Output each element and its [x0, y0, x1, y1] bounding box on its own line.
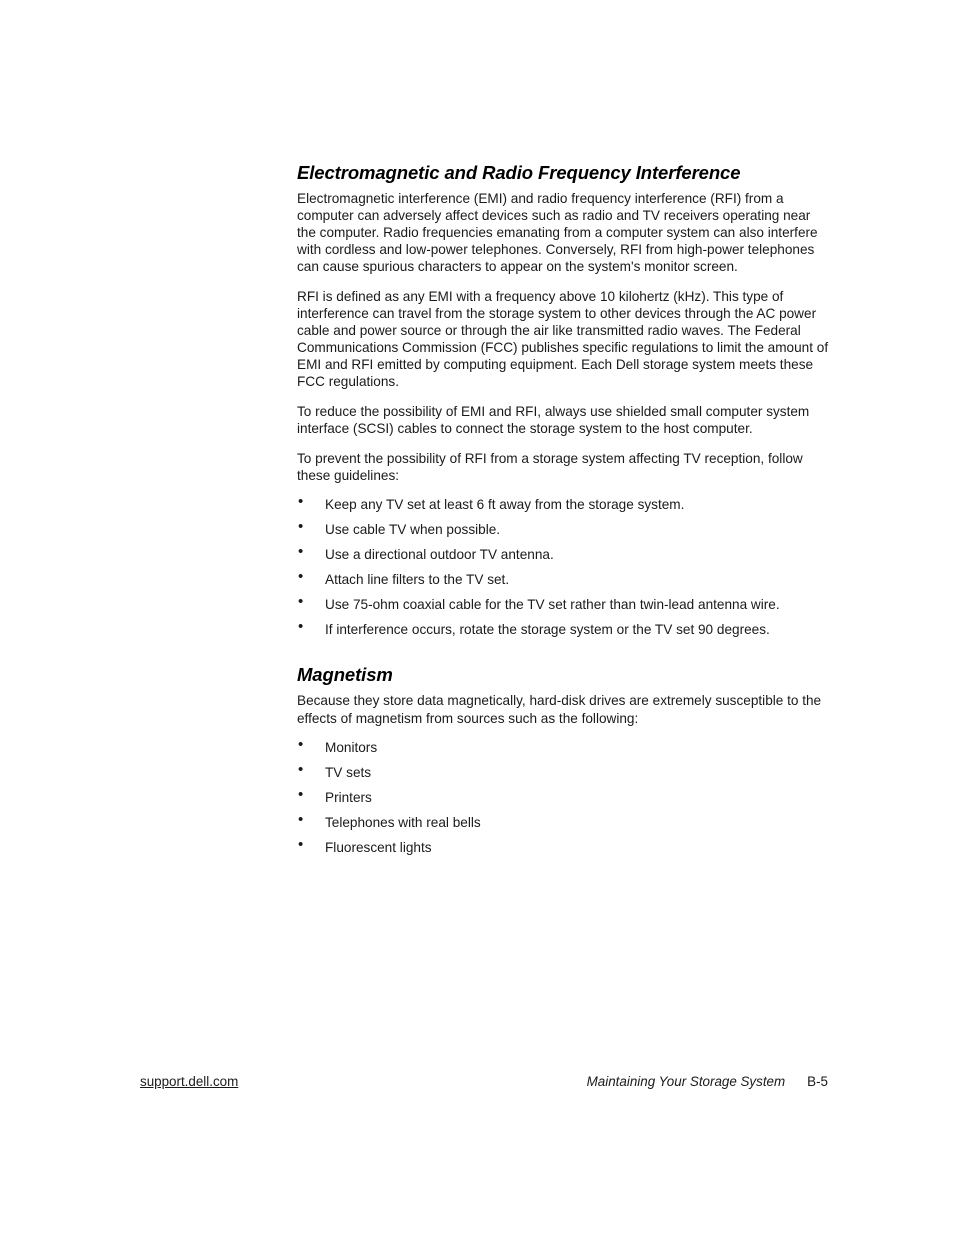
footer-page-info — [587, 1074, 828, 1089]
list-item-text: If interference occurs, rotate the storage system or the TV set 90 degrees. — [325, 622, 770, 638]
bullet-icon: • — [298, 736, 304, 754]
list-item — [297, 836, 831, 856]
bullet-icon: • — [298, 518, 304, 536]
list-item — [297, 518, 831, 538]
bullet-icon: • — [298, 568, 304, 586]
list-item — [297, 568, 831, 588]
section-heading-magnetism: Magnetism — [297, 664, 393, 686]
section-heading-emi: Electromagnetic and Radio Frequency Interference — [297, 162, 741, 183]
footer-document-title: Maintaining Your Storage System — [586, 1074, 786, 1089]
list-item-text: Monitors — [325, 740, 378, 756]
footer-support-link[interactable]: support.dell.com — [140, 1074, 239, 1089]
bullet-icon: • — [298, 811, 304, 829]
bullet-icon: • — [298, 493, 304, 511]
page-content — [297, 162, 831, 864]
list-item — [297, 786, 831, 806]
list-item-text: TV sets — [325, 765, 372, 781]
list-item — [297, 543, 831, 563]
list-item-text: Attach line filters to the TV set. — [325, 572, 510, 588]
paragraph: Because they store data magnetically, hard-disk drives are extremely susceptible to the effects of magnetism from sources such as the following: — [297, 693, 822, 726]
bullet-icon: • — [298, 836, 304, 854]
paragraph: Electromagnetic interference (EMI) and radio frequency interference (RFI) from a computer can adversely affect devices such as radio and TV receivers operating near the computer. Radio frequencies emanating from a computer system can also interfere with cordless and low-power telephones. Conversely, RFI from high-power telephones can cause spurious characters to appear on the system's monitor screen. — [297, 191, 818, 275]
guidelines-list — [297, 493, 831, 638]
list-item — [297, 593, 831, 613]
bullet-icon: • — [298, 543, 304, 561]
paragraph: To prevent the possibility of RFI from a storage system affecting TV reception, follow these guidelines: — [297, 450, 803, 483]
bullet-icon: • — [298, 593, 304, 611]
list-item — [297, 493, 831, 513]
list-item — [297, 811, 831, 831]
list-item-text: Telephones with real bells — [325, 815, 481, 831]
paragraph: RFI is defined as any EMI with a frequency above 10 kilohertz (kHz). This type of interference can travel from the storage system to other devices through the AC power cable and power source or through the air like transmitted radio waves. The Federal Communications Commission (FCC) publishes specific regulations to limit the amount of EMI and RFI emitted by computing equipment. Each Dell storage system meets these FCC regulations. — [297, 288, 829, 390]
list-item-text: Keep any TV set at least 6 ft away from the storage system. — [325, 497, 685, 513]
list-item-text: Use cable TV when possible. — [325, 522, 501, 538]
bullet-icon: • — [298, 618, 304, 636]
list-item-text: Printers — [325, 790, 372, 806]
list-item-text: Use a directional outdoor TV antenna. — [325, 547, 554, 563]
list-item-text: Use 75-ohm coaxial cable for the TV set rather than twin-lead antenna wire. — [325, 597, 780, 613]
list-item — [297, 618, 831, 638]
paragraph: To reduce the possibility of EMI and RFI, always use shielded small computer system interface (SCSI) cables to connect the storage system to the host computer. — [297, 404, 810, 437]
page-number: B-5 — [807, 1074, 828, 1089]
bullet-icon: • — [298, 786, 304, 804]
list-item — [297, 736, 831, 756]
list-item — [297, 761, 831, 781]
bullet-icon: • — [298, 761, 304, 779]
list-item-text: Fluorescent lights — [325, 840, 432, 856]
magnetism-sources-list — [297, 736, 831, 856]
